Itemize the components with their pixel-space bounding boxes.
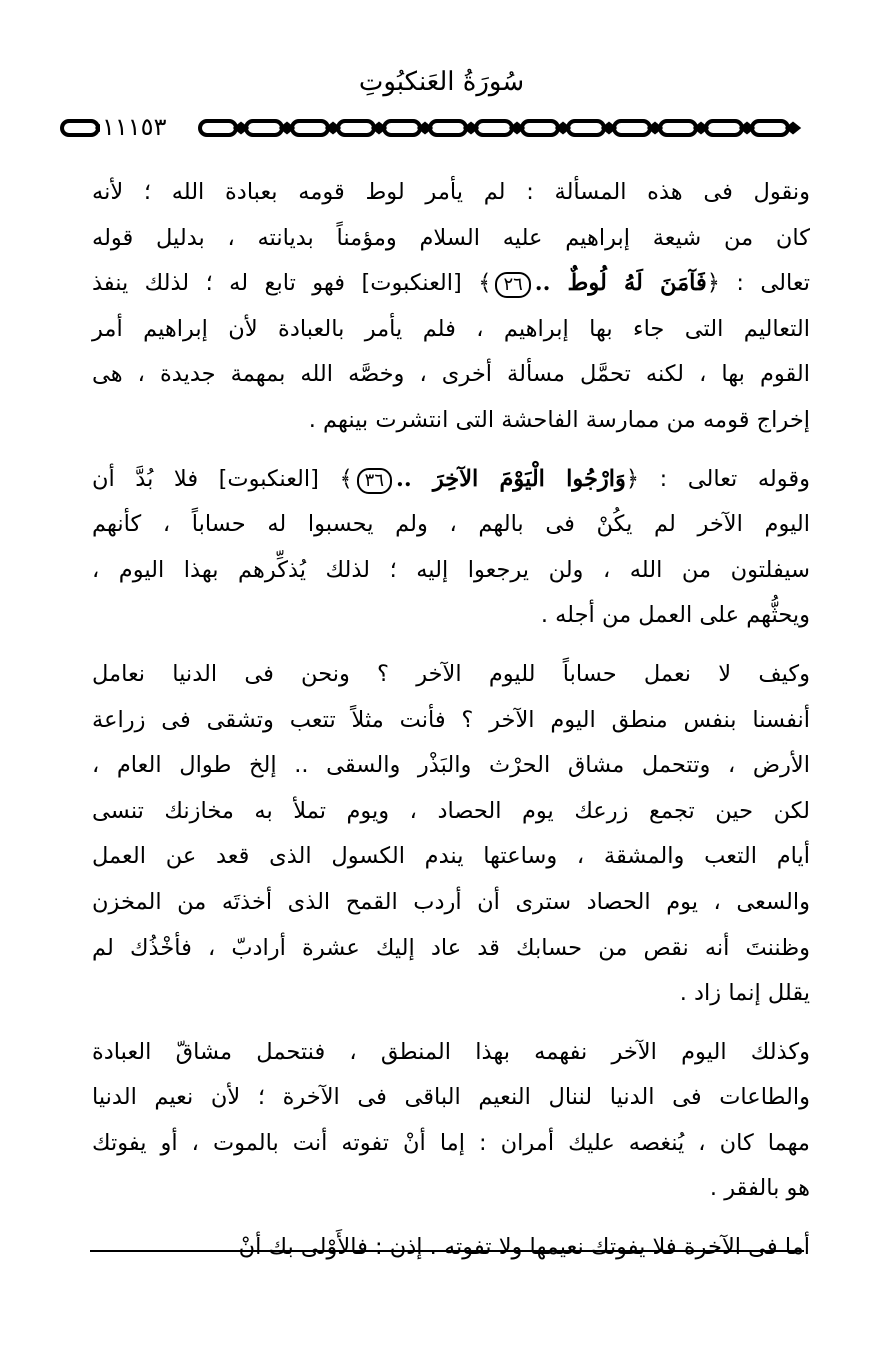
text-line bbox=[92, 261, 810, 307]
chain-link bbox=[568, 121, 604, 135]
quran-verse-quote: وَارْجُوا الْيَوْمَ الآخِرَ .. bbox=[396, 465, 626, 492]
paragraph bbox=[92, 1030, 810, 1212]
verse-number-badge: ٢٦ bbox=[495, 272, 530, 298]
line-text-before: وقوله تعالى : ﴿ bbox=[625, 465, 811, 492]
text-line: ونقول فى هذه المسألة : لم يأمر لوط قومه بعبادة الله ؛ لأنه bbox=[92, 179, 810, 205]
chain-link bbox=[384, 121, 420, 135]
line-text-after: ﴾ [العنكبوت] فهو تابع له ؛ لذلك ينفذ bbox=[92, 270, 492, 297]
paragraph bbox=[92, 170, 810, 444]
text-line: إخراج قومه من ممارسة الفاحشة التى انتشرت بينهم . bbox=[308, 406, 810, 433]
text-line: سيفلتون من الله ، ولن يرجعوا إليه ؛ لذلك يُذكِّرهم بهذا اليوم ، bbox=[92, 556, 810, 583]
text-line: لكن حين تجمع زرعك يوم الحصاد ، ويوم تملأ به مخازنك تنسى bbox=[92, 797, 810, 824]
paragraph-spacer bbox=[92, 1212, 810, 1225]
paragraph bbox=[92, 1225, 810, 1271]
footer-divider bbox=[90, 1250, 804, 1252]
page-body-text bbox=[92, 170, 810, 1271]
text-line bbox=[92, 457, 810, 503]
chain-link bbox=[752, 121, 788, 135]
text-line: يقلل إنما زاد . bbox=[679, 980, 810, 1007]
page-number: ١١١٥٣ bbox=[102, 113, 167, 141]
chain-link bbox=[706, 121, 742, 135]
chain-link bbox=[476, 121, 512, 135]
paragraph bbox=[92, 652, 810, 1017]
quran-verse-quote: فَآمَنَ لَهُ لُوطٌ .. bbox=[534, 270, 707, 297]
text-line: أما فى الآخرة فلا يفوتك نعيمها ولا تفوته . إذن : فالأَوْلى بك أنْ bbox=[238, 1234, 810, 1261]
text-line: الأرض ، وتتحمل مشاق الحرْث والبَذْر والسقى .. إلخ طوال العام ، bbox=[92, 752, 810, 779]
chain-link bbox=[660, 121, 696, 135]
chain-link bbox=[614, 121, 650, 135]
text-line: القوم بها ، لكنه تحمَّل مسألة أخرى ، وخصَّه الله بمهمة جديدة ، هى bbox=[92, 361, 810, 388]
text-line: والطاعات فى الدنيا لننال النعيم الباقى فى الآخرة ؛ لأن نعيم الدنيا bbox=[92, 1084, 810, 1111]
chain-link bbox=[522, 121, 558, 135]
verse-number-badge: ٣٦ bbox=[357, 468, 392, 494]
chain-link bbox=[62, 121, 98, 135]
text-line: والسعى ، يوم الحصاد سترى أن أردب القمح الذى أخذتَه من المخزن bbox=[92, 888, 810, 915]
chain-diamond bbox=[788, 124, 798, 132]
chain-link bbox=[292, 121, 328, 135]
chain-ornament-icon bbox=[58, 114, 830, 142]
chain-link bbox=[200, 121, 236, 135]
text-line: وظننتَ أنه نقص من حسابك قد عاد إليك عشرة أرادبّ ، فأخْذُك لم bbox=[92, 934, 810, 961]
text-line: هو بالفقر . bbox=[709, 1175, 810, 1202]
paragraph-spacer bbox=[92, 444, 810, 457]
chain-link bbox=[338, 121, 374, 135]
paragraph-spacer bbox=[92, 639, 810, 652]
surah-title: سُورَةُ العَنكبُوتِ bbox=[358, 67, 525, 97]
text-line: التعاليم التى جاء بها إبراهيم ، فلم يأمر بالعبادة لأن إبراهيم أمر bbox=[92, 315, 810, 342]
text-line: ويحثُّهم على العمل من أجله . bbox=[540, 602, 810, 629]
line-text-before: تعالى : ﴿ bbox=[706, 270, 810, 297]
text-line: وكيف لا نعمل حساباً لليوم الآخر ؟ ونحن فى الدنيا نعامل bbox=[92, 660, 810, 687]
paragraph bbox=[92, 457, 810, 639]
chain-link bbox=[246, 121, 282, 135]
chain-link bbox=[430, 121, 466, 135]
text-line: كان من شيعة إبراهيم عليه السلام ومؤمناً بديانته ، بدليل قوله bbox=[92, 224, 810, 251]
text-line: أيام التعب والمشقة ، وساعتها يندم الكسول الذى قعد عن العمل bbox=[92, 843, 810, 870]
header-ornament-border bbox=[58, 114, 830, 142]
text-line: اليوم الآخر لم يكُنْ فى بالهم ، ولم يحسبوا له حساباً ، كأنهم bbox=[92, 511, 810, 538]
text-line: وكذلك اليوم الآخر نفهمه بهذا المنطق ، فنتحمل مشاقّ العبادة bbox=[92, 1038, 810, 1065]
line-text-after: ﴾ [العنكبوت] فلا بُدَّ أن bbox=[92, 465, 353, 492]
paragraph-spacer bbox=[92, 1017, 810, 1030]
text-line: مهما كان ، يُنغصه عليك أمران : إما أنْ تفوته أنت بالموت ، أو يفوتك bbox=[92, 1129, 810, 1156]
text-line: أنفسنا بنفس منطق اليوم الآخر ؟ فأنت مثلاً تتعب وتشقى فى زراعة bbox=[92, 706, 810, 733]
